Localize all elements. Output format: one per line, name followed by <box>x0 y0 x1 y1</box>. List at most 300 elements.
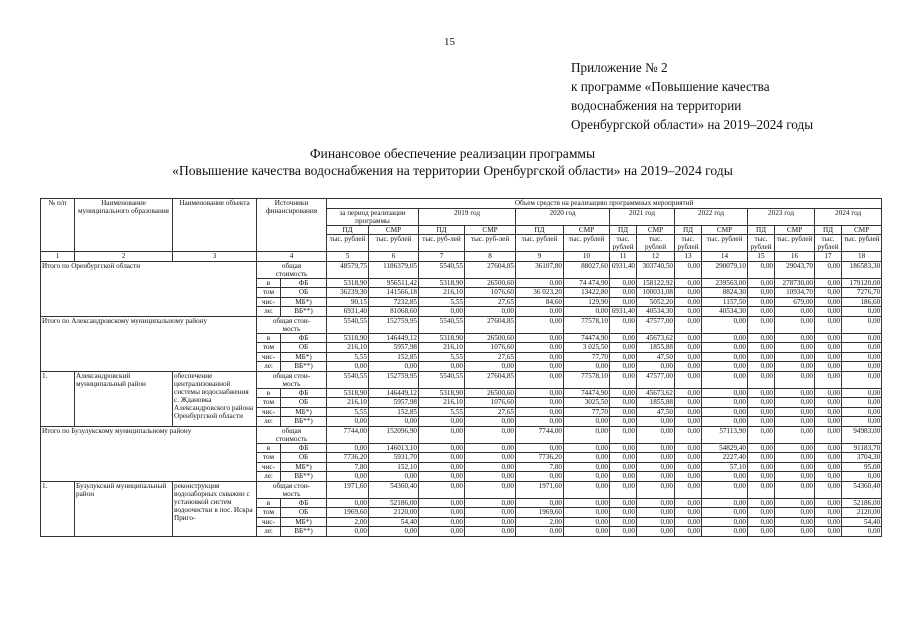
header-volume: Объем средств на реализацию программных мероприятий <box>327 199 882 209</box>
header-unit: тыс. рублей <box>369 235 419 252</box>
table-cell: 47577,00 <box>637 316 675 333</box>
table-cell: 152759,95 <box>369 371 419 388</box>
table-row <box>41 316 882 333</box>
table-cell: 0,00 <box>327 527 369 537</box>
table-cell: 74474,90 <box>564 333 610 343</box>
table-cell: 0,00 <box>702 472 748 482</box>
table-cell: 0,00 <box>775 426 815 443</box>
table-cell: 27,65 <box>465 352 516 362</box>
table-cell: 0,00 <box>702 388 748 398</box>
table-cell: 0,00 <box>675 453 702 463</box>
table-cell: 0,00 <box>775 333 815 343</box>
header-period: 2020 год <box>516 208 610 225</box>
table-cell: 77578,10 <box>564 316 610 333</box>
header-municipality: Наименование муниципального образования <box>75 199 173 252</box>
table-cell: 100031,08 <box>637 288 675 298</box>
header-unit: тыс. рублей <box>610 235 637 252</box>
header-unit: тыс. рублей <box>815 235 842 252</box>
table-cell: 27604,85 <box>465 316 516 333</box>
row-number: 1. <box>41 481 75 536</box>
header-unit: тыс. руб-лей <box>419 235 465 252</box>
column-number: 6 <box>369 252 419 262</box>
table-header <box>41 199 882 262</box>
table-cell: 5,55 <box>419 297 465 307</box>
header-smr: СМР <box>842 225 882 235</box>
table-cell: 0,00 <box>516 443 564 453</box>
header-pd: ПД <box>675 225 702 235</box>
table-cell: 26500,60 <box>465 333 516 343</box>
table-cell: 54360,40 <box>842 481 882 498</box>
table-cell: 0,00 <box>610 527 637 537</box>
table-cell: 0,00 <box>675 261 702 278</box>
table-cell: 5540,55 <box>327 316 369 333</box>
source-code: МБ*) <box>281 352 327 362</box>
table-cell: 0,00 <box>815 407 842 417</box>
table-cell: 0,00 <box>516 333 564 343</box>
table-cell: 146013,10 <box>369 443 419 453</box>
table-row <box>41 261 882 278</box>
table-cell: 0,00 <box>637 426 675 443</box>
table-cell: 1855,88 <box>637 398 675 408</box>
table-cell: 36 023,20 <box>516 288 564 298</box>
table-cell: 5957,98 <box>369 343 419 353</box>
table-cell: 0,00 <box>637 527 675 537</box>
table-cell: 6931,40 <box>327 307 369 317</box>
source-vt: ле: <box>257 472 281 482</box>
table-cell: 1186379,05 <box>369 261 419 278</box>
source-vt: том <box>257 288 281 298</box>
source-code: ОБ <box>281 398 327 408</box>
table-cell: 0,00 <box>564 426 610 443</box>
source-vt: ле: <box>257 527 281 537</box>
table-cell: 0,00 <box>465 481 516 498</box>
table-cell: 0,00 <box>327 498 369 508</box>
column-number: 4 <box>257 252 327 262</box>
header-row <box>41 199 882 209</box>
table-cell: 0,00 <box>369 472 419 482</box>
header-unit: тыс. рублей <box>748 235 775 252</box>
table-cell: 5,55 <box>419 352 465 362</box>
table-cell: 0,00 <box>369 527 419 537</box>
table-cell: 0,00 <box>775 472 815 482</box>
table-cell: 1971,60 <box>516 481 564 498</box>
table-cell: 0,00 <box>702 517 748 527</box>
table-cell: 0,00 <box>748 443 775 453</box>
table-cell: 0,00 <box>419 481 465 498</box>
table-cell: 0,00 <box>465 307 516 317</box>
appendix-line: Приложение № 2 <box>571 60 668 75</box>
table-cell: 6931,40 <box>610 307 637 317</box>
table-cell: 0,00 <box>610 417 637 427</box>
table-cell: 0,00 <box>637 443 675 453</box>
object-name: обеспечение централизованной системы водоснабжения с. Ждановка Александровского района Оренбургской области <box>173 371 257 426</box>
header-smr: СМР <box>369 225 419 235</box>
source-vt: в <box>257 388 281 398</box>
source-code: ОБ <box>281 453 327 463</box>
table-cell: 0,00 <box>775 417 815 427</box>
source-code: ВБ**) <box>281 472 327 482</box>
source-code: ВБ**) <box>281 307 327 317</box>
source-code: МБ*) <box>281 517 327 527</box>
source-code: ВБ**) <box>281 527 327 537</box>
table-cell: 216,10 <box>327 343 369 353</box>
source-total-line: общая стои- <box>272 371 311 380</box>
source-total-line: общая <box>281 426 302 435</box>
table-cell: 88027,60 <box>564 261 610 278</box>
column-number: 10 <box>564 252 610 262</box>
header-period: 2022 год <box>675 208 748 225</box>
table-cell: 0,00 <box>815 343 842 353</box>
appendix-line: водоснабжения на территории <box>571 98 742 113</box>
table-cell: 0,00 <box>564 362 610 372</box>
table-cell: 5052,20 <box>637 297 675 307</box>
column-number: 12 <box>637 252 675 262</box>
table-cell: 0,00 <box>702 527 748 537</box>
table-cell: 0,00 <box>610 388 637 398</box>
table-cell: 0,00 <box>815 371 842 388</box>
table-cell: 0,00 <box>516 343 564 353</box>
table-cell: 0,00 <box>815 278 842 288</box>
table-cell: 0,00 <box>748 316 775 333</box>
table-cell: 0,00 <box>775 498 815 508</box>
table-cell: 0,00 <box>702 398 748 408</box>
table-cell: 0,00 <box>775 343 815 353</box>
table-cell: 0,00 <box>419 527 465 537</box>
table-cell: 0,00 <box>675 472 702 482</box>
table-cell: 0,00 <box>516 417 564 427</box>
table-cell: 0,00 <box>815 472 842 482</box>
table-cell: 0,00 <box>775 398 815 408</box>
column-number: 17 <box>815 252 842 262</box>
table-cell: 0,00 <box>610 453 637 463</box>
table-cell: 0,00 <box>516 278 564 288</box>
table-cell: 0,00 <box>775 407 815 417</box>
header-object: Наименование объекта <box>173 199 257 252</box>
table-cell: 216,10 <box>327 398 369 408</box>
table-cell: 0,00 <box>702 316 748 333</box>
table-cell: 0,00 <box>675 333 702 343</box>
block-label: Итого по Оренбургской области <box>41 261 257 316</box>
table-cell: 47,50 <box>637 407 675 417</box>
table-cell: 0,00 <box>637 498 675 508</box>
table-cell: 0,00 <box>842 352 882 362</box>
table-cell: 0,00 <box>748 481 775 498</box>
source-code: ОБ <box>281 288 327 298</box>
table-cell: 0,00 <box>702 343 748 353</box>
table-cell: 0,00 <box>465 453 516 463</box>
table-cell: 0,00 <box>637 517 675 527</box>
header-sources: Источники финансирования <box>257 199 327 252</box>
header-unit: тыс. рублей <box>775 235 815 252</box>
table-cell: 0,00 <box>465 517 516 527</box>
table-cell: 0,00 <box>610 472 637 482</box>
table-cell: 90,15 <box>327 297 369 307</box>
column-number: 1 <box>41 252 75 262</box>
table-cell: 0,00 <box>775 453 815 463</box>
table-cell: 7,80 <box>327 462 369 472</box>
table-cell: 0,00 <box>748 307 775 317</box>
column-number: 5 <box>327 252 369 262</box>
table-cell: 0,00 <box>610 362 637 372</box>
table-cell: 141566,18 <box>369 288 419 298</box>
table-cell: 0,00 <box>610 278 637 288</box>
municipality-name: Бузулукский муниципальный район <box>75 481 173 536</box>
source-total-line: мость <box>282 379 301 388</box>
table-cell: 216,10 <box>419 288 465 298</box>
table-cell: 2,00 <box>516 517 564 527</box>
table-cell: 0,00 <box>610 297 637 307</box>
table-cell: 5,55 <box>327 407 369 417</box>
table-cell: 0,00 <box>516 498 564 508</box>
table-cell: 0,00 <box>775 316 815 333</box>
table-cell: 0,00 <box>564 498 610 508</box>
header-smr: СМР <box>702 225 748 235</box>
table-cell: 57113,90 <box>702 426 748 443</box>
source-vt: том <box>257 508 281 518</box>
table-cell: 0,00 <box>748 517 775 527</box>
table-cell: 47577,00 <box>637 371 675 388</box>
source-total-line: стоимость <box>275 269 308 278</box>
source-vt: чис- <box>257 297 281 307</box>
table-cell: 0,00 <box>564 417 610 427</box>
table-cell: 1076,60 <box>465 398 516 408</box>
table-cell: 0,00 <box>748 417 775 427</box>
table-cell: 0,00 <box>564 508 610 518</box>
header-unit: тыс. руб-лей <box>465 235 516 252</box>
table-cell: 0,00 <box>637 481 675 498</box>
table-cell: 0,00 <box>675 481 702 498</box>
header-pd: ПД <box>516 225 564 235</box>
table-cell: 146449,12 <box>369 388 419 398</box>
table-cell: 0,00 <box>842 362 882 372</box>
table-cell: 5540,55 <box>419 261 465 278</box>
table-cell: 158122,92 <box>637 278 675 288</box>
table-cell: 0,00 <box>419 508 465 518</box>
table-cell: 5,55 <box>419 407 465 417</box>
table-cell: 0,00 <box>465 443 516 453</box>
table-cell: 36239,30 <box>327 288 369 298</box>
table-cell: 0,00 <box>842 527 882 537</box>
source-code: МБ*) <box>281 297 327 307</box>
table-cell: 0,00 <box>675 398 702 408</box>
table-cell: 0,00 <box>610 517 637 527</box>
table-cell: 7,80 <box>516 462 564 472</box>
source-vt: ле: <box>257 417 281 427</box>
table-cell: 0,00 <box>419 453 465 463</box>
table-cell: 0,00 <box>419 472 465 482</box>
table-cell: 186,60 <box>842 297 882 307</box>
table-cell: 0,00 <box>815 453 842 463</box>
table-cell: 0,00 <box>516 316 564 333</box>
table-cell: 5318,90 <box>327 388 369 398</box>
table-cell: 47,50 <box>637 352 675 362</box>
table-cell: 956511,42 <box>369 278 419 288</box>
table-cell: 0,00 <box>815 398 842 408</box>
table-cell: 0,00 <box>842 307 882 317</box>
table-cell: 29043,70 <box>775 261 815 278</box>
table-cell: 7736,20 <box>327 453 369 463</box>
table-cell: 0,00 <box>564 462 610 472</box>
header-number: № п/п <box>41 199 75 252</box>
table-cell: 0,00 <box>775 307 815 317</box>
table-cell: 13422,80 <box>564 288 610 298</box>
source-total <box>257 426 327 443</box>
source-total-line: мость <box>282 489 301 498</box>
table-cell: 27,65 <box>465 407 516 417</box>
table-cell: 186583,30 <box>842 261 882 278</box>
table-cell: 0,00 <box>637 362 675 372</box>
table-cell: 0,00 <box>516 371 564 388</box>
table-cell: 5318,90 <box>327 278 369 288</box>
table-cell: 0,00 <box>637 462 675 472</box>
source-vt: в <box>257 443 281 453</box>
table-cell: 54829,40 <box>702 443 748 453</box>
table-cell: 5540,55 <box>327 371 369 388</box>
table-cell: 0,00 <box>419 517 465 527</box>
table-cell: 5318,90 <box>419 388 465 398</box>
table-cell: 0,00 <box>516 527 564 537</box>
table-cell: 0,00 <box>610 352 637 362</box>
table-cell: 0,00 <box>610 316 637 333</box>
table-cell: 0,00 <box>465 362 516 372</box>
table-cell: 152096,90 <box>369 426 419 443</box>
table-cell: 0,00 <box>419 462 465 472</box>
table-cell: 0,00 <box>564 527 610 537</box>
table-cell: 146449,12 <box>369 333 419 343</box>
table-cell: 0,00 <box>815 508 842 518</box>
source-vt: в <box>257 333 281 343</box>
row-number: 1. <box>41 371 75 426</box>
table-cell: 0,00 <box>815 417 842 427</box>
table-cell: 0,00 <box>465 426 516 443</box>
table-cell: 0,00 <box>564 453 610 463</box>
header-unit: тыс. рублей <box>702 235 748 252</box>
table-cell: 152,10 <box>369 462 419 472</box>
table-cell: 10934,70 <box>775 288 815 298</box>
table-cell: 129,90 <box>564 297 610 307</box>
table-cell: 94983,00 <box>842 426 882 443</box>
table-cell: 0,00 <box>675 426 702 443</box>
column-number: 2 <box>75 252 173 262</box>
table-cell: 0,00 <box>564 481 610 498</box>
table-cell: 52186,00 <box>369 498 419 508</box>
table-cell: 3 025,50 <box>564 343 610 353</box>
table-cell: 0,00 <box>327 362 369 372</box>
block-label: Итого по Александровскому муниципальному району <box>41 316 257 371</box>
table-cell: 0,00 <box>419 498 465 508</box>
table-cell: 0,00 <box>775 462 815 472</box>
table-cell: 0,00 <box>610 443 637 453</box>
table-cell: 216,10 <box>419 343 465 353</box>
table-cell: 0,00 <box>637 508 675 518</box>
table-cell: 0,00 <box>815 261 842 278</box>
table-cell: 0,00 <box>702 481 748 498</box>
header-pd: ПД <box>815 225 842 235</box>
source-total <box>257 481 327 498</box>
table-cell: 5540,55 <box>419 316 465 333</box>
table-cell: 1157,50 <box>702 297 748 307</box>
header-period: 2024 год <box>815 208 882 225</box>
table-cell: 0,00 <box>748 462 775 472</box>
table-cell: 0,00 <box>702 352 748 362</box>
table-cell: 1855,88 <box>637 343 675 353</box>
table-cell: 0,00 <box>842 407 882 417</box>
table-cell: 0,00 <box>675 407 702 417</box>
table-cell: 0,00 <box>516 362 564 372</box>
table-cell: 5931,70 <box>369 453 419 463</box>
header-unit: тыс. рублей <box>516 235 564 252</box>
table-cell: 0,00 <box>815 517 842 527</box>
table-cell: 5318,90 <box>419 278 465 288</box>
table-row <box>41 426 882 443</box>
source-code: ФБ <box>281 388 327 398</box>
column-number: 7 <box>419 252 465 262</box>
source-code: МБ*) <box>281 407 327 417</box>
source-vt: том <box>257 453 281 463</box>
table-cell: 0,00 <box>748 453 775 463</box>
header-period: 2023 год <box>748 208 815 225</box>
table-cell: 0,00 <box>675 498 702 508</box>
table-cell: 0,00 <box>610 333 637 343</box>
table-cell: 0,00 <box>775 443 815 453</box>
column-number: 16 <box>775 252 815 262</box>
page-number: 15 <box>444 36 455 48</box>
source-code: ФБ <box>281 333 327 343</box>
column-number: 8 <box>465 252 516 262</box>
table-cell: 152,85 <box>369 407 419 417</box>
table-cell: 0,00 <box>842 388 882 398</box>
table-body <box>41 261 882 536</box>
table-cell: 0,00 <box>842 343 882 353</box>
table-cell: 7276,70 <box>842 288 882 298</box>
table-cell: 0,00 <box>675 288 702 298</box>
source-vt: чис- <box>257 517 281 527</box>
source-code: ОБ <box>281 508 327 518</box>
table-cell: 0,00 <box>748 426 775 443</box>
table-cell: 0,00 <box>815 443 842 453</box>
source-total-line: мость <box>282 324 301 333</box>
table-cell: 0,00 <box>675 417 702 427</box>
table-cell: 0,00 <box>465 472 516 482</box>
appendix-line: к программе «Повышение качества <box>571 79 770 94</box>
table-cell: 0,00 <box>610 288 637 298</box>
table-cell: 0,00 <box>369 417 419 427</box>
source-code: ФБ <box>281 443 327 453</box>
table-cell: 1969,60 <box>327 508 369 518</box>
table-cell: 0,00 <box>610 407 637 417</box>
table-cell: 0,00 <box>419 417 465 427</box>
table-cell: 0,00 <box>815 426 842 443</box>
table-cell: 5318,90 <box>419 333 465 343</box>
table-cell: 0,00 <box>419 307 465 317</box>
table-cell: 0,00 <box>748 398 775 408</box>
source-total <box>257 316 327 333</box>
table-cell: 0,00 <box>815 288 842 298</box>
table-cell: 0,00 <box>702 508 748 518</box>
source-vt: ле: <box>257 362 281 372</box>
header-period: 2019 год <box>419 208 516 225</box>
source-code: ФБ <box>281 498 327 508</box>
source-total-line: общая стои- <box>272 316 311 325</box>
table-cell: 0,00 <box>675 462 702 472</box>
table-cell: 84,60 <box>516 297 564 307</box>
table-cell: 2120,00 <box>842 508 882 518</box>
table-cell: 0,00 <box>516 472 564 482</box>
table-cell: 26500,60 <box>465 278 516 288</box>
table-cell: 3025,50 <box>564 398 610 408</box>
table-cell: 0,00 <box>815 316 842 333</box>
table-cell: 0,00 <box>702 417 748 427</box>
